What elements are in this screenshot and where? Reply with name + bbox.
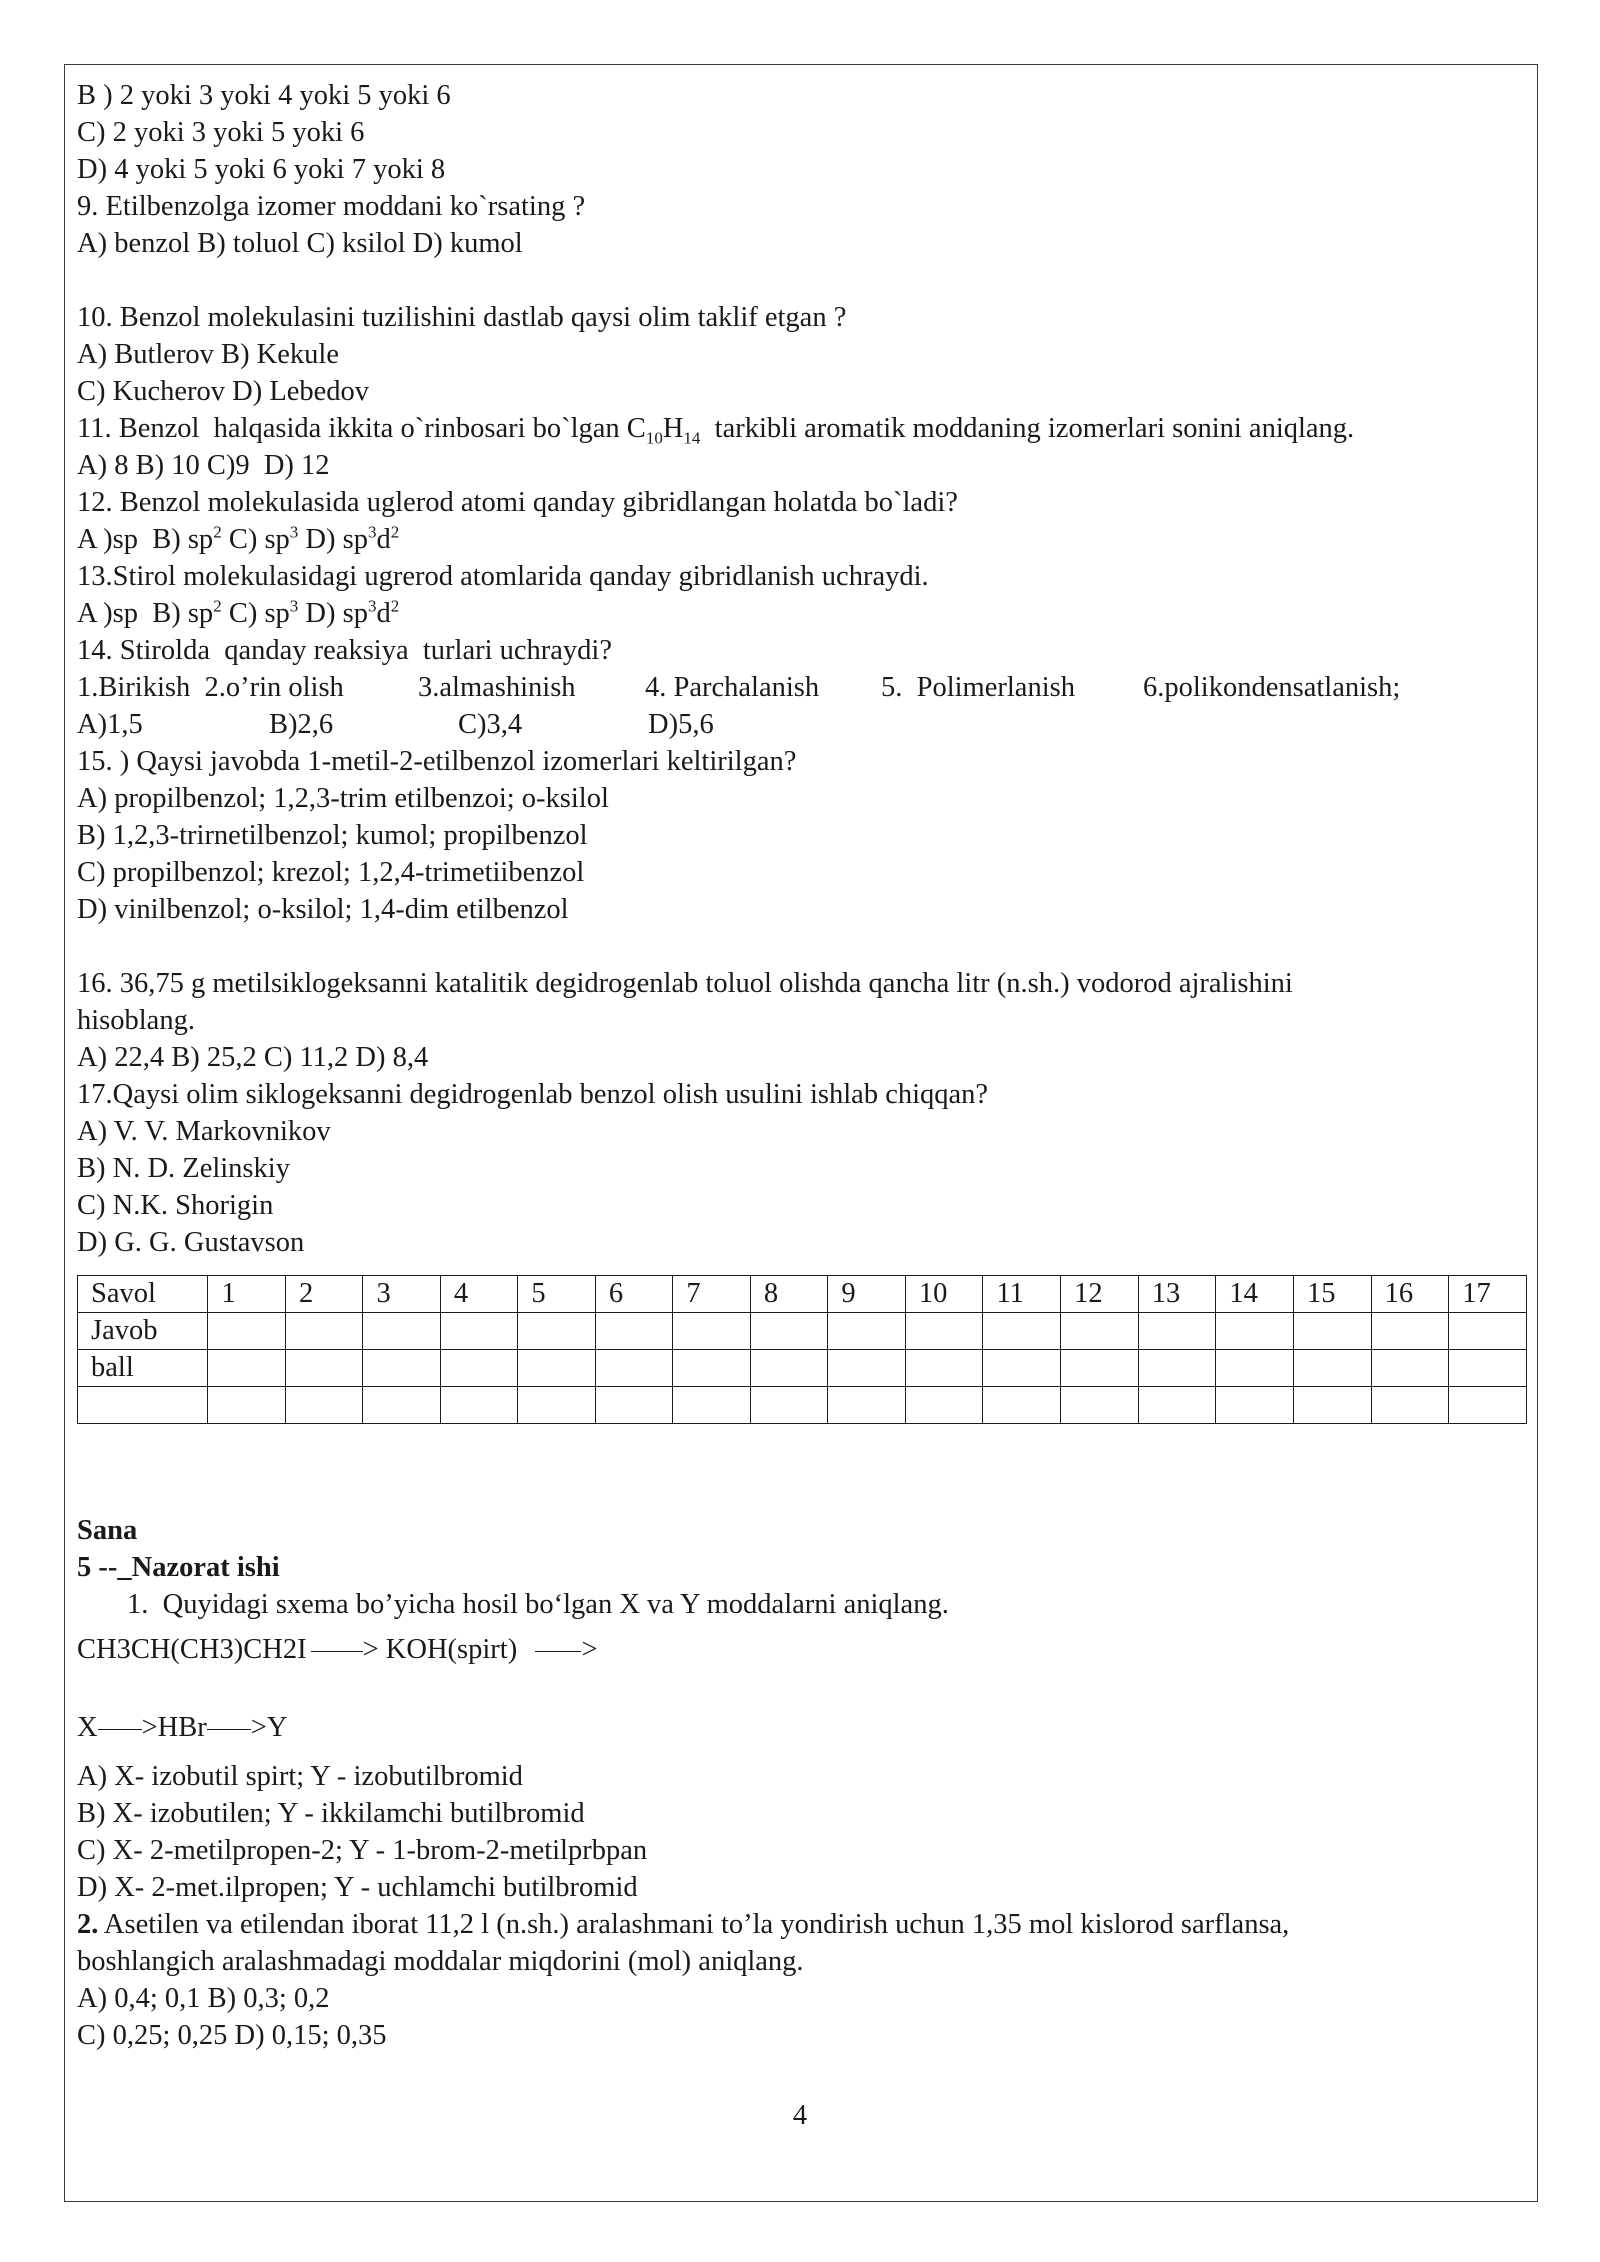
answer-cell: [1371, 1350, 1449, 1387]
text-line: B ) 2 yoki 3 yoki 4 yoki 5 yoki 6: [77, 80, 451, 111]
question-10: 10. Benzol molekulasini tuzilishini dastlab qaysi olim taklif etgan ?: [77, 302, 847, 333]
question-13-options: A )sp B) $sp^2$ C) $sp^3$ D) $sp^3d^2$: [77, 596, 400, 629]
table-row: [78, 1276, 1527, 1313]
answer-cell: [983, 1313, 1061, 1350]
question-15: 15. ) Qaysi javobda 1-metil-2-etilbenzol izomerlari keltirilgan?: [77, 746, 797, 777]
question-15-option: B) 1,2,3-trirnetilbenzol; kumol; propilbenzol: [77, 820, 588, 851]
section-title: 5 --_Nazorat ishi: [77, 1552, 280, 1583]
section-question-2-option: A) 0,4; 0,1 B) 0,3; 0,2: [77, 1983, 330, 2014]
spacer: [77, 1438, 1527, 1475]
question-15-option: C) propilbenzol; krezol; 1,2,4-trimetiibenzol: [77, 857, 585, 888]
answer-cell: [363, 1387, 440, 1424]
answer-cell: [1061, 1313, 1139, 1350]
answer-cell: [828, 1313, 905, 1350]
question-17-option: C) N.K. Shorigin: [77, 1190, 274, 1221]
question-9: 9. Etilbenzolga izomer moddani ko`rsating ?: [77, 191, 586, 222]
answer-cell: [595, 1313, 672, 1350]
page-number: 4: [792, 2100, 808, 2131]
answer-cell: [905, 1387, 983, 1424]
arrow-icon: [535, 1651, 581, 1652]
question-14-options: A)1,5 B)2,6 C)3,4 D)5,6: [77, 709, 714, 740]
section-question-2: 2. Asetilen va etilendan iborat 11,2 l (n.sh.) aralashmani to’la yondirish uchun 1,35 mol kislorod sarflansa,: [77, 1909, 1290, 1940]
column-header: 3: [363, 1276, 440, 1313]
answer-cell: [363, 1350, 440, 1387]
question-15-option: D) vinilbenzol; o-ksilol; 1,4-dim etilbenzol: [77, 894, 569, 925]
column-header: 11: [983, 1276, 1061, 1313]
row-label: Savol: [78, 1276, 208, 1313]
column-header: 9: [828, 1276, 905, 1313]
row-label: Javob: [78, 1313, 208, 1350]
answer-cell: [1293, 1313, 1371, 1350]
answer-cell: [1216, 1387, 1294, 1424]
answer-cell: [595, 1350, 672, 1387]
document-body: [77, 77, 1527, 2054]
answer-cell: [905, 1350, 983, 1387]
section-question-1-option: D) X- 2-met.ilpropen; Y - uchlamchi butilbromid: [77, 1872, 638, 1903]
answer-cell: [1138, 1313, 1216, 1350]
answer-cell: [285, 1313, 362, 1350]
answer-cell: [1138, 1350, 1216, 1387]
question-17-option: B) N. D. Zelinskiy: [77, 1153, 290, 1184]
answer-cell: [285, 1387, 362, 1424]
answer-cell: [440, 1313, 517, 1350]
date-label: Sana: [77, 1515, 138, 1546]
text-line: C) 2 yoki 3 yoki 5 yoki 6: [77, 117, 365, 148]
column-header: 14: [1216, 1276, 1294, 1313]
answer-cell: [673, 1350, 750, 1387]
answer-cell: [1371, 1313, 1449, 1350]
answer-cell: [440, 1387, 517, 1424]
question-9-options: A) benzol B) toluol C) ksilol D) kumol: [77, 228, 523, 259]
question-12: 12. Benzol molekulasida uglerod atomi qanday gibridlangan holatda bo`ladi?: [77, 487, 958, 518]
question-12-options: A )sp B) $sp^2$ C) $sp^3$ D) $sp^3d^2$: [77, 522, 400, 555]
answer-cell: [518, 1387, 595, 1424]
section-question-2-cont: boshlangich aralashmadagi moddalar miqdorini (mol) aniqlang.: [77, 1946, 804, 1977]
question-11: 11. Benzol halqasida ikkita o`rinbosari bo`lgan $C_{10}H_{14}$ tarkibli aromatik moddaning izomerlari sonini aniqlang.: [77, 413, 1355, 448]
answer-cell: [518, 1313, 595, 1350]
question-10-options: A) Butlerov B) Kekule: [77, 339, 339, 370]
answer-cell: [828, 1350, 905, 1387]
answer-cell: [208, 1350, 285, 1387]
answer-cell: [828, 1387, 905, 1424]
table-row: [78, 1313, 1527, 1350]
section-question-1-option: B) X- izobutilen; Y - ikkilamchi butilbromid: [77, 1798, 585, 1829]
answer-cell: [1061, 1350, 1139, 1387]
answer-cell: [1138, 1387, 1216, 1424]
spacer: [77, 1668, 1527, 1705]
text-line: D) 4 yoki 5 yoki 6 yoki 7 yoki 8: [77, 154, 446, 185]
answer-cell: [1449, 1387, 1527, 1424]
question-14-items: 1.Birikish 2.o’rin olish 3.almashinish 4. Parchalanish 5. Polimerlanish 6.polikondensatlanish;: [77, 672, 1401, 703]
answer-cell: [1216, 1313, 1294, 1350]
question-17-option: D) G. G. Gustavson: [77, 1227, 305, 1258]
section-question-2-option: C) 0,25; 0,25 D) 0,15; 0,35: [77, 2020, 387, 2051]
answer-cell: [440, 1350, 517, 1387]
column-header: 17: [1449, 1276, 1527, 1313]
column-header: 10: [905, 1276, 983, 1313]
spacer: [77, 1475, 1527, 1512]
column-header: 16: [1371, 1276, 1449, 1313]
question-16-cont: hisoblang.: [77, 1005, 195, 1036]
answer-cell: [518, 1350, 595, 1387]
column-header: 15: [1293, 1276, 1371, 1313]
question-13: 13.Stirol molekulasidagi ugrerod atomlarida qanday gibridlanish uchraydi.: [77, 561, 929, 592]
answer-cell: [673, 1313, 750, 1350]
answer-cell: [905, 1313, 983, 1350]
answer-cell: [1216, 1350, 1294, 1387]
arrow-icon: [207, 1729, 251, 1730]
column-header: 1: [208, 1276, 285, 1313]
table-row: [78, 1387, 1527, 1424]
reaction-scheme-line-1: CH3CH(CH3)CH2I > KOH(spirt) >: [77, 1634, 598, 1665]
row-label: ball: [78, 1350, 208, 1387]
section-question-1: 1. Quyidagi sxema bo’yicha hosil bo‘lgan X va Y moddalarni aniqlang.: [127, 1589, 949, 1620]
section-question-1-option: C) X- 2-metilpropen-2; Y - 1-brom-2-metilprbpan: [77, 1835, 648, 1866]
answer-cell: [285, 1350, 362, 1387]
answer-cell: [1293, 1350, 1371, 1387]
question-16-options: A) 22,4 B) 25,2 C) 11,2 D) 8,4: [77, 1042, 429, 1073]
answer-cell: [1371, 1387, 1449, 1424]
answer-cell: [1449, 1313, 1527, 1350]
reaction-scheme-line-2: X >HBr >Y: [77, 1712, 288, 1743]
arrow-icon: [311, 1651, 363, 1652]
answer-table: [77, 1275, 1527, 1424]
answer-cell: [750, 1350, 827, 1387]
answer-cell: [983, 1350, 1061, 1387]
answer-cell: [1293, 1387, 1371, 1424]
section-question-1-option: A) X- izobutil spirt; Y - izobutilbromid: [77, 1761, 523, 1792]
column-header: 8: [750, 1276, 827, 1313]
answer-cell: [1061, 1387, 1139, 1424]
row-label: [78, 1387, 208, 1424]
question-11-options: A) 8 B) 10 C)9 D) 12: [77, 450, 330, 481]
question-17: 17.Qaysi olim siklogeksanni degidrogenlab benzol olish usulini ishlab chiqqan?: [77, 1079, 989, 1110]
question-15-option: A) propilbenzol; 1,2,3-trim etilbenzoi; o-ksilol: [77, 783, 609, 814]
column-header: 7: [673, 1276, 750, 1313]
column-header: 13: [1138, 1276, 1216, 1313]
answer-cell: [750, 1313, 827, 1350]
answer-cell: [673, 1387, 750, 1424]
answer-cell: [208, 1313, 285, 1350]
answer-cell: [750, 1387, 827, 1424]
answer-cell: [1449, 1350, 1527, 1387]
answer-cell: [983, 1387, 1061, 1424]
question-17-option: A) V. V. Markovnikov: [77, 1116, 331, 1147]
spacer: [77, 928, 1527, 965]
answer-cell: [363, 1313, 440, 1350]
table-row: [78, 1350, 1527, 1387]
spacer: [77, 262, 1527, 299]
column-header: 4: [440, 1276, 517, 1313]
column-header: 2: [285, 1276, 362, 1313]
arrow-icon: [98, 1729, 142, 1730]
question-14: 14. Stirolda qanday reaksiya turlari uchraydi?: [77, 635, 612, 666]
answer-cell: [595, 1387, 672, 1424]
column-header: 12: [1061, 1276, 1139, 1313]
column-header: 5: [518, 1276, 595, 1313]
answer-cell: [208, 1387, 285, 1424]
question-10-options: C) Kucherov D) Lebedov: [77, 376, 370, 407]
question-16: 16. 36,75 g metilsiklogeksanni katalitik degidrogenlab toluol olishda qancha litr (n.sh.) vodorod ajralishini: [77, 968, 1293, 999]
column-header: 6: [595, 1276, 672, 1313]
